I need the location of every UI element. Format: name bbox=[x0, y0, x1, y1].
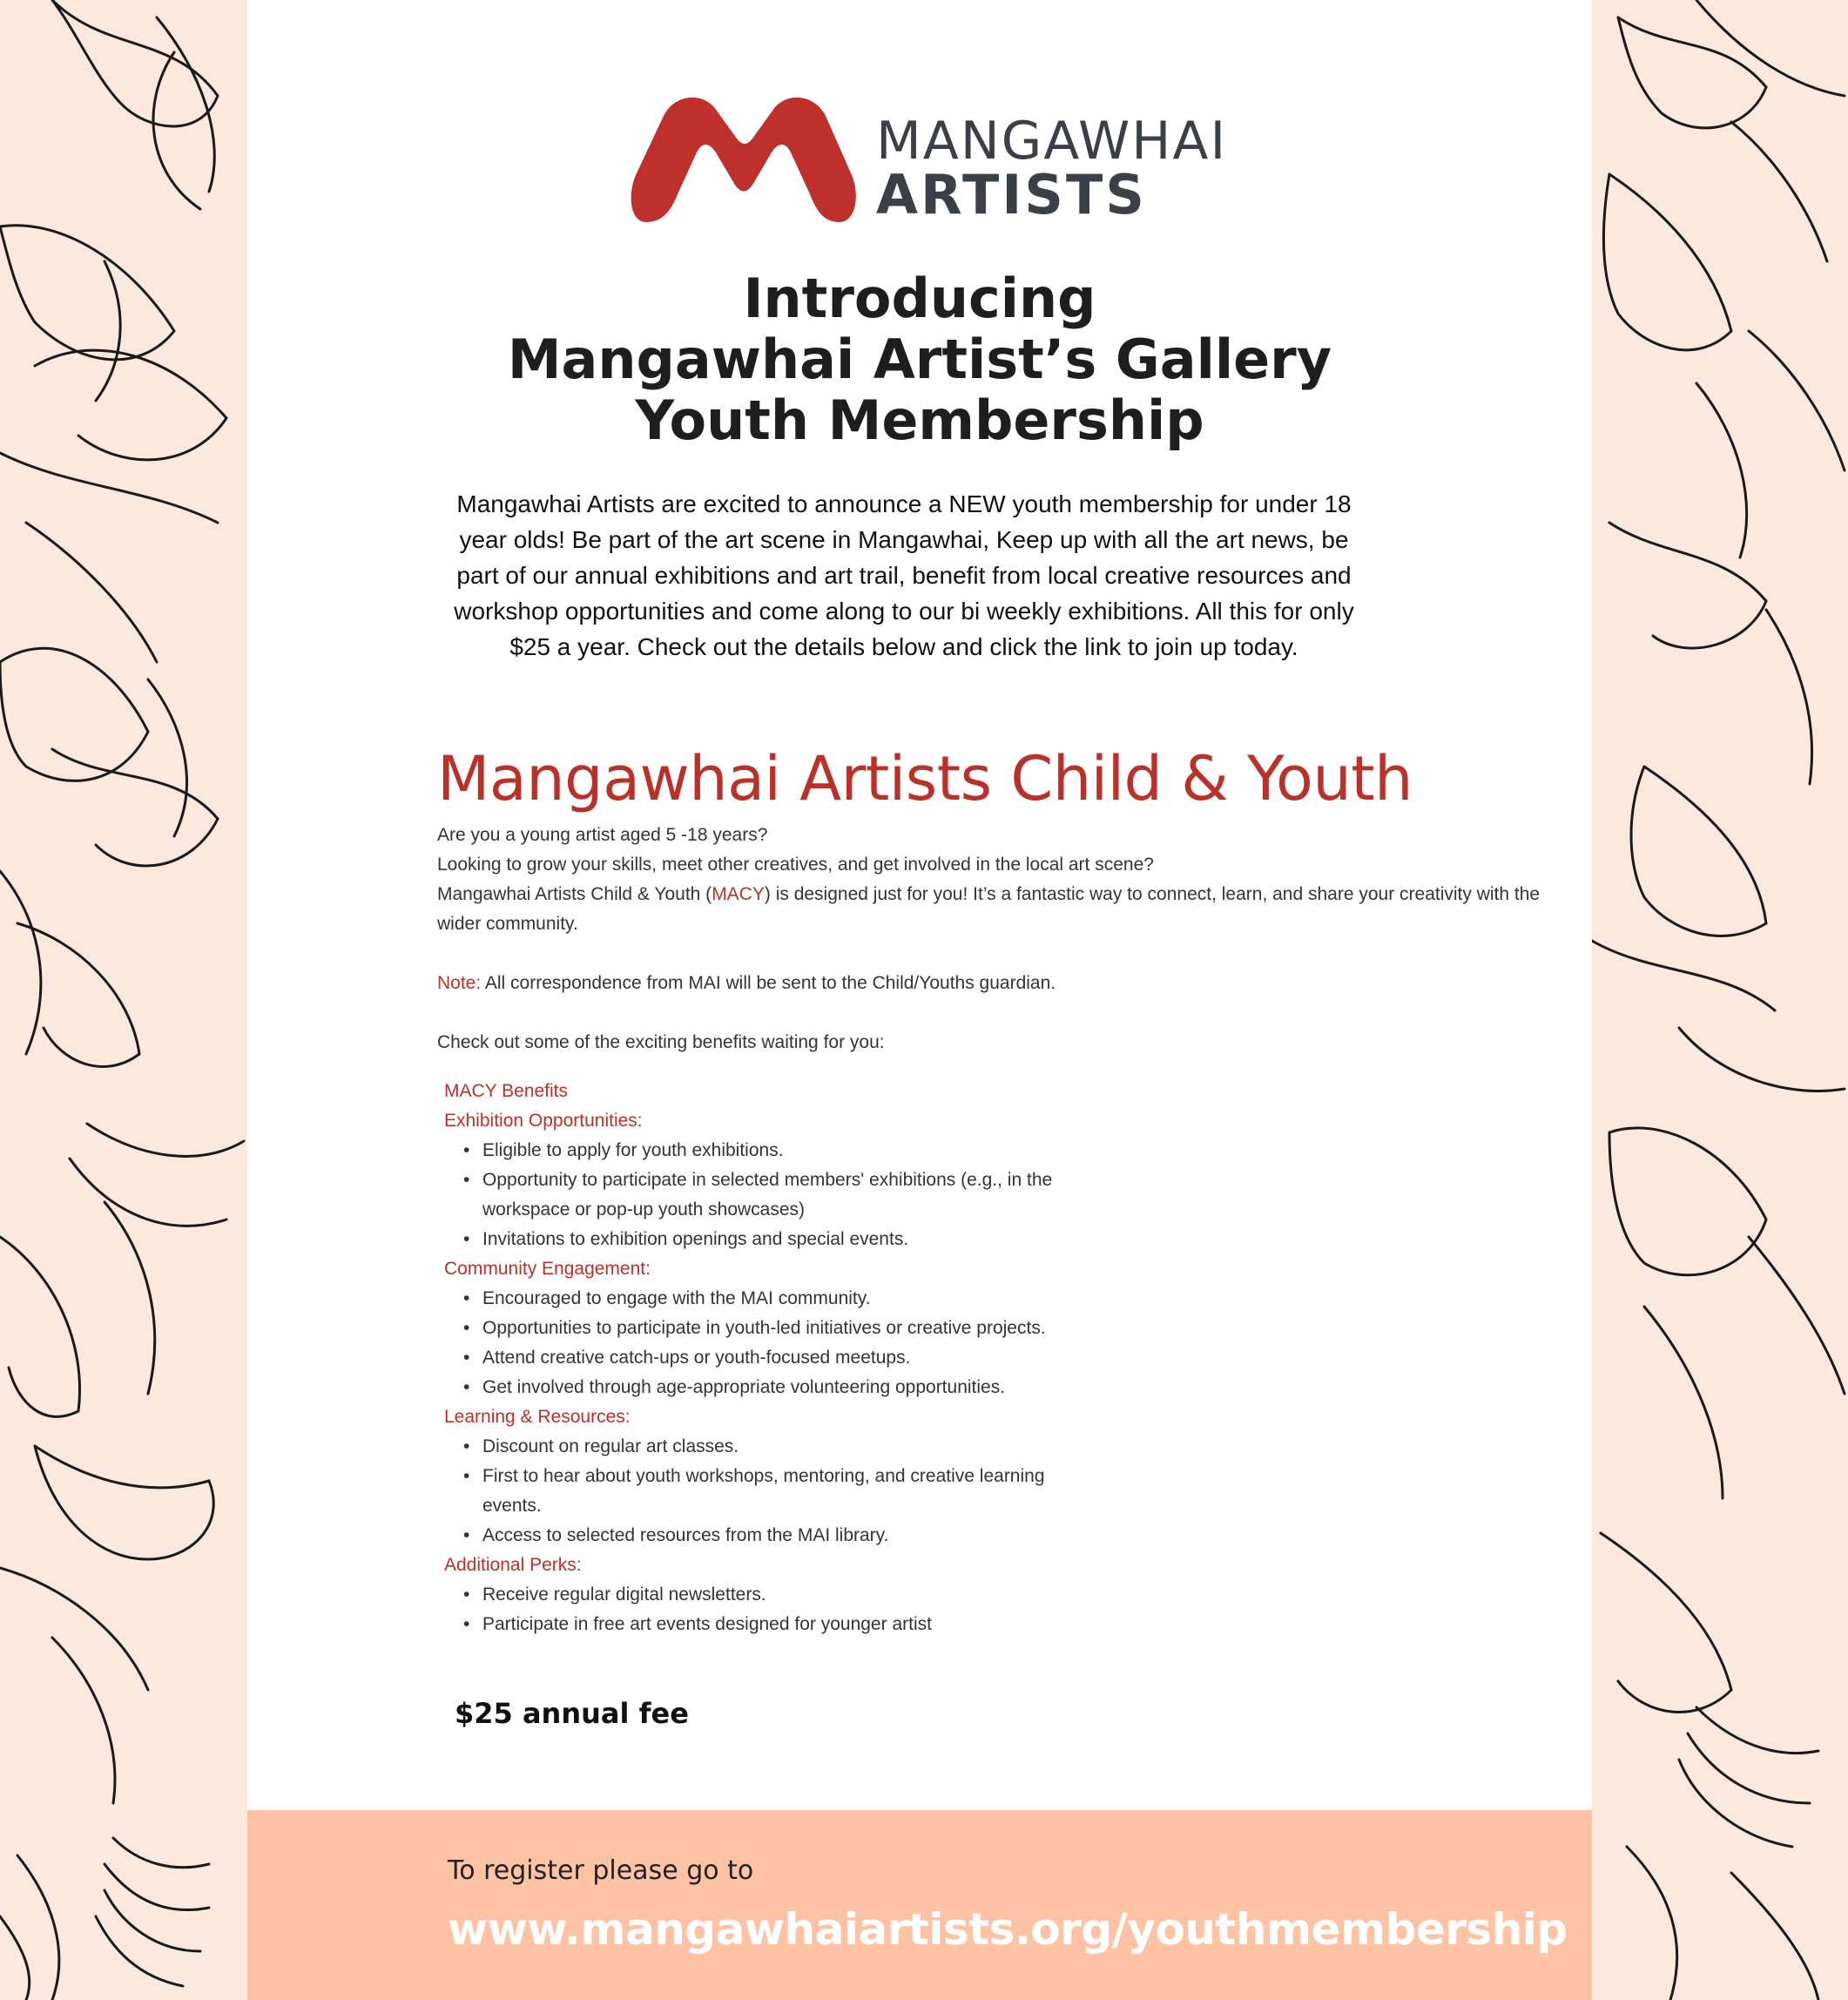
list-item-text: Get involved through age-appropriate volunteering opportunities. bbox=[482, 1377, 1006, 1397]
list-item bbox=[463, 1462, 1075, 1521]
floral-pattern-left-icon bbox=[0, 0, 247, 2000]
macy-desc-end: ) is designed just for you! It’s a fantastic way to connect, learn, and share your creativity with the wider community. bbox=[437, 884, 1541, 934]
macy-desc-start: Mangawhai Artists Child & Youth ( bbox=[437, 884, 712, 904]
list-item-text: Opportunities to participate in youth-led initiatives or creative projects. bbox=[482, 1318, 1046, 1338]
floral-border-left bbox=[0, 0, 247, 2000]
list-item-text: Eligible to apply for youth exhibitions. bbox=[482, 1140, 784, 1160]
registration-footer bbox=[247, 1810, 1592, 2000]
list-item bbox=[463, 1166, 1109, 1225]
note-text: All correspondence from MAI will be sent to the Child/Youths guardian. bbox=[481, 973, 1056, 993]
register-label: To register please go to bbox=[448, 1855, 754, 1886]
list-item-text: Discount on regular art classes. bbox=[482, 1436, 739, 1456]
list-item-text: Receive regular digital newsletters. bbox=[482, 1584, 766, 1605]
bullet-icon: • bbox=[463, 1377, 470, 1397]
bullet-icon: • bbox=[463, 1318, 470, 1338]
benefits-title: MACY Benefits bbox=[444, 1081, 569, 1101]
list-item bbox=[463, 1580, 1109, 1610]
list-item bbox=[463, 1284, 1075, 1314]
bullet-icon: • bbox=[463, 1614, 470, 1634]
list-item-text: Participate in free art events designed for younger artist bbox=[482, 1614, 932, 1634]
list-item bbox=[463, 1136, 1109, 1166]
title-line-1: Introducing bbox=[743, 267, 1096, 330]
content-card bbox=[247, 0, 1592, 1810]
list-item bbox=[463, 1225, 1109, 1254]
bullet-icon: • bbox=[463, 1584, 470, 1605]
membership-link[interactable]: www.mangawhaiartists.org/youthmembership bbox=[448, 1904, 1568, 1955]
benefit-group-heading: Community Engagement: bbox=[444, 1259, 651, 1279]
benefit-group-list bbox=[444, 1136, 1109, 1254]
skills-question: Looking to grow your skills, meet other creatives, and get involved in the local art scene? bbox=[437, 855, 1154, 875]
mangawhai-artists-logo bbox=[631, 91, 1240, 231]
note-label: Note: bbox=[437, 973, 482, 993]
benefits-intro: Check out some of the exciting benefits waiting for you: bbox=[437, 1032, 885, 1052]
bullet-icon: • bbox=[463, 1525, 470, 1545]
bullet-icon: • bbox=[463, 1466, 470, 1486]
logo-text-artists: ARTISTS bbox=[876, 163, 1147, 226]
bullet-icon: • bbox=[463, 1140, 470, 1160]
list-item-text: Invitations to exhibition openings and special events. bbox=[482, 1229, 909, 1249]
list-item bbox=[463, 1314, 1075, 1343]
bullet-icon: • bbox=[463, 1170, 470, 1190]
bullet-icon: • bbox=[463, 1348, 470, 1368]
benefits-list bbox=[444, 1077, 1315, 1639]
benefit-group-list bbox=[444, 1432, 1075, 1551]
benefit-group-heading: Exhibition Opportunities: bbox=[444, 1111, 643, 1131]
list-item-text: First to hear about youth workshops, mentoring, and creative learning events. bbox=[482, 1466, 1045, 1516]
section-title: Mangawhai Artists Child & Youth bbox=[437, 743, 1413, 814]
title-line-3: Youth Membership bbox=[635, 389, 1204, 452]
list-item bbox=[463, 1521, 1075, 1551]
logo-text-mangawhai: MANGAWHAI bbox=[876, 111, 1228, 172]
bullet-icon: • bbox=[463, 1229, 470, 1249]
macy-description bbox=[437, 880, 1569, 939]
list-item-text: Access to selected resources from the MAI library. bbox=[482, 1525, 889, 1545]
list-item-text: Attend creative catch-ups or youth-focused meetups. bbox=[482, 1348, 911, 1368]
list-item-text: Opportunity to participate in selected members' exhibitions (e.g., in the workspace or pop-up youth showcases) bbox=[482, 1170, 1053, 1220]
title-line-2: Mangawhai Artist’s Gallery bbox=[507, 328, 1332, 391]
age-question: Are you a young artist aged 5 -18 years? bbox=[437, 825, 768, 845]
list-item bbox=[463, 1373, 1075, 1402]
floral-border-right bbox=[1592, 0, 1848, 2000]
benefit-group-heading: Learning & Resources: bbox=[444, 1407, 631, 1427]
list-item bbox=[463, 1432, 1075, 1462]
guardian-note bbox=[437, 969, 1569, 998]
floral-pattern-right-icon bbox=[1592, 0, 1848, 2000]
bullet-icon: • bbox=[463, 1436, 470, 1456]
list-item bbox=[463, 1610, 1109, 1639]
benefit-group-list bbox=[444, 1580, 1109, 1639]
list-item bbox=[463, 1343, 1075, 1373]
benefit-group-heading: Additional Perks: bbox=[444, 1555, 582, 1575]
intro-paragraph: Mangawhai Artists are excited to announce a NEW youth membership for under 18 year olds! Be part of the art scene in Mangawhai, Keep up with all the art news, be part of our annual exhibitions and art trail, benefit from local creative resources and workshop opportunities and come along to our bi weekly exhibitions. All this for only $25 a year. Check out the details below and click the link to join up today. bbox=[454, 490, 1354, 660]
macy-acronym: MACY bbox=[712, 884, 765, 904]
page-title bbox=[247, 268, 1592, 451]
annual-fee: $25 annual fee bbox=[455, 1697, 689, 1730]
list-item-text: Encouraged to engage with the MAI community. bbox=[482, 1288, 871, 1308]
benefit-group-list bbox=[444, 1284, 1075, 1402]
bullet-icon: • bbox=[463, 1288, 470, 1308]
mangawhai-m-logo-icon bbox=[631, 91, 857, 231]
